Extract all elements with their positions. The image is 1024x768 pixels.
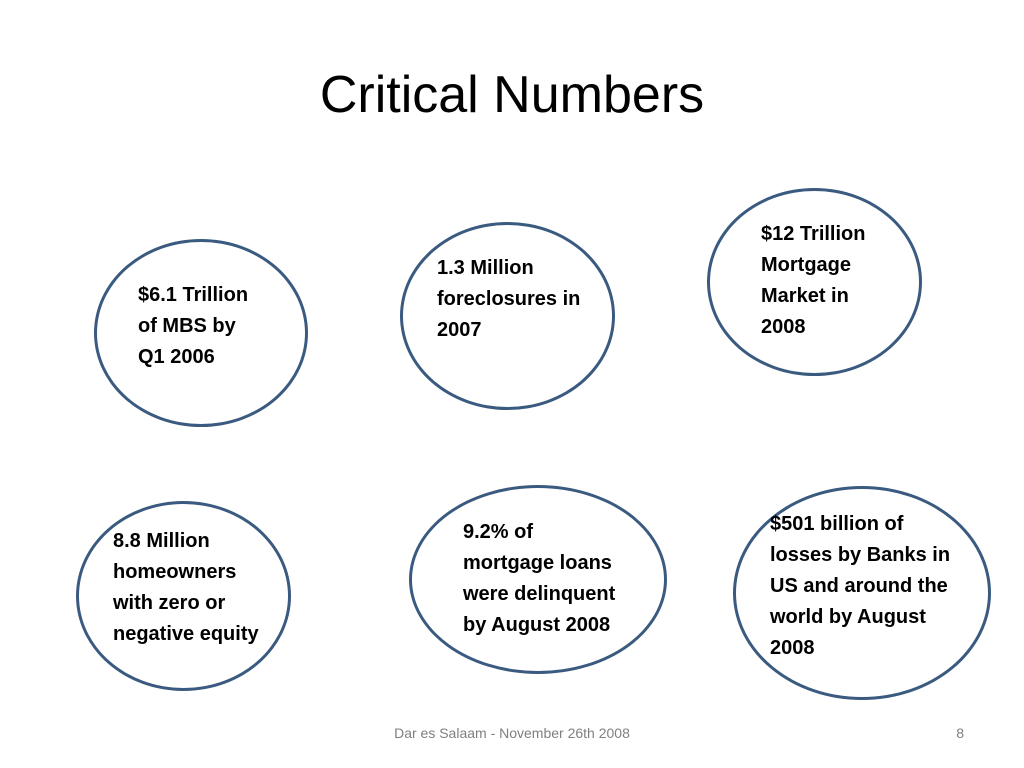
bubble-text-foreclosures: 1.3 Million foreclosures in 2007 bbox=[437, 257, 581, 341]
bubble-text-homeowners: 8.8 Million homeowners with zero or negative equity bbox=[113, 530, 259, 645]
footer-text: Dar es Salaam - November 26th 2008 bbox=[394, 725, 630, 741]
bubble-text-mortgage-market: $12 Trillion Mortgage Market in 2008 bbox=[761, 223, 866, 338]
bubble-text-bank-losses: $501 billion of losses by Banks in US and around the world by August 2008 bbox=[770, 513, 951, 659]
bubble-text-mbs: $6.1 Trillion of MBS by Q1 2006 bbox=[138, 284, 249, 368]
slide-number: 8 bbox=[956, 725, 964, 741]
bubble-text-delinquent-loans: 9.2% of mortgage loans were delinquent by August 2008 bbox=[463, 521, 616, 636]
slide-title: Critical Numbers bbox=[319, 66, 705, 124]
